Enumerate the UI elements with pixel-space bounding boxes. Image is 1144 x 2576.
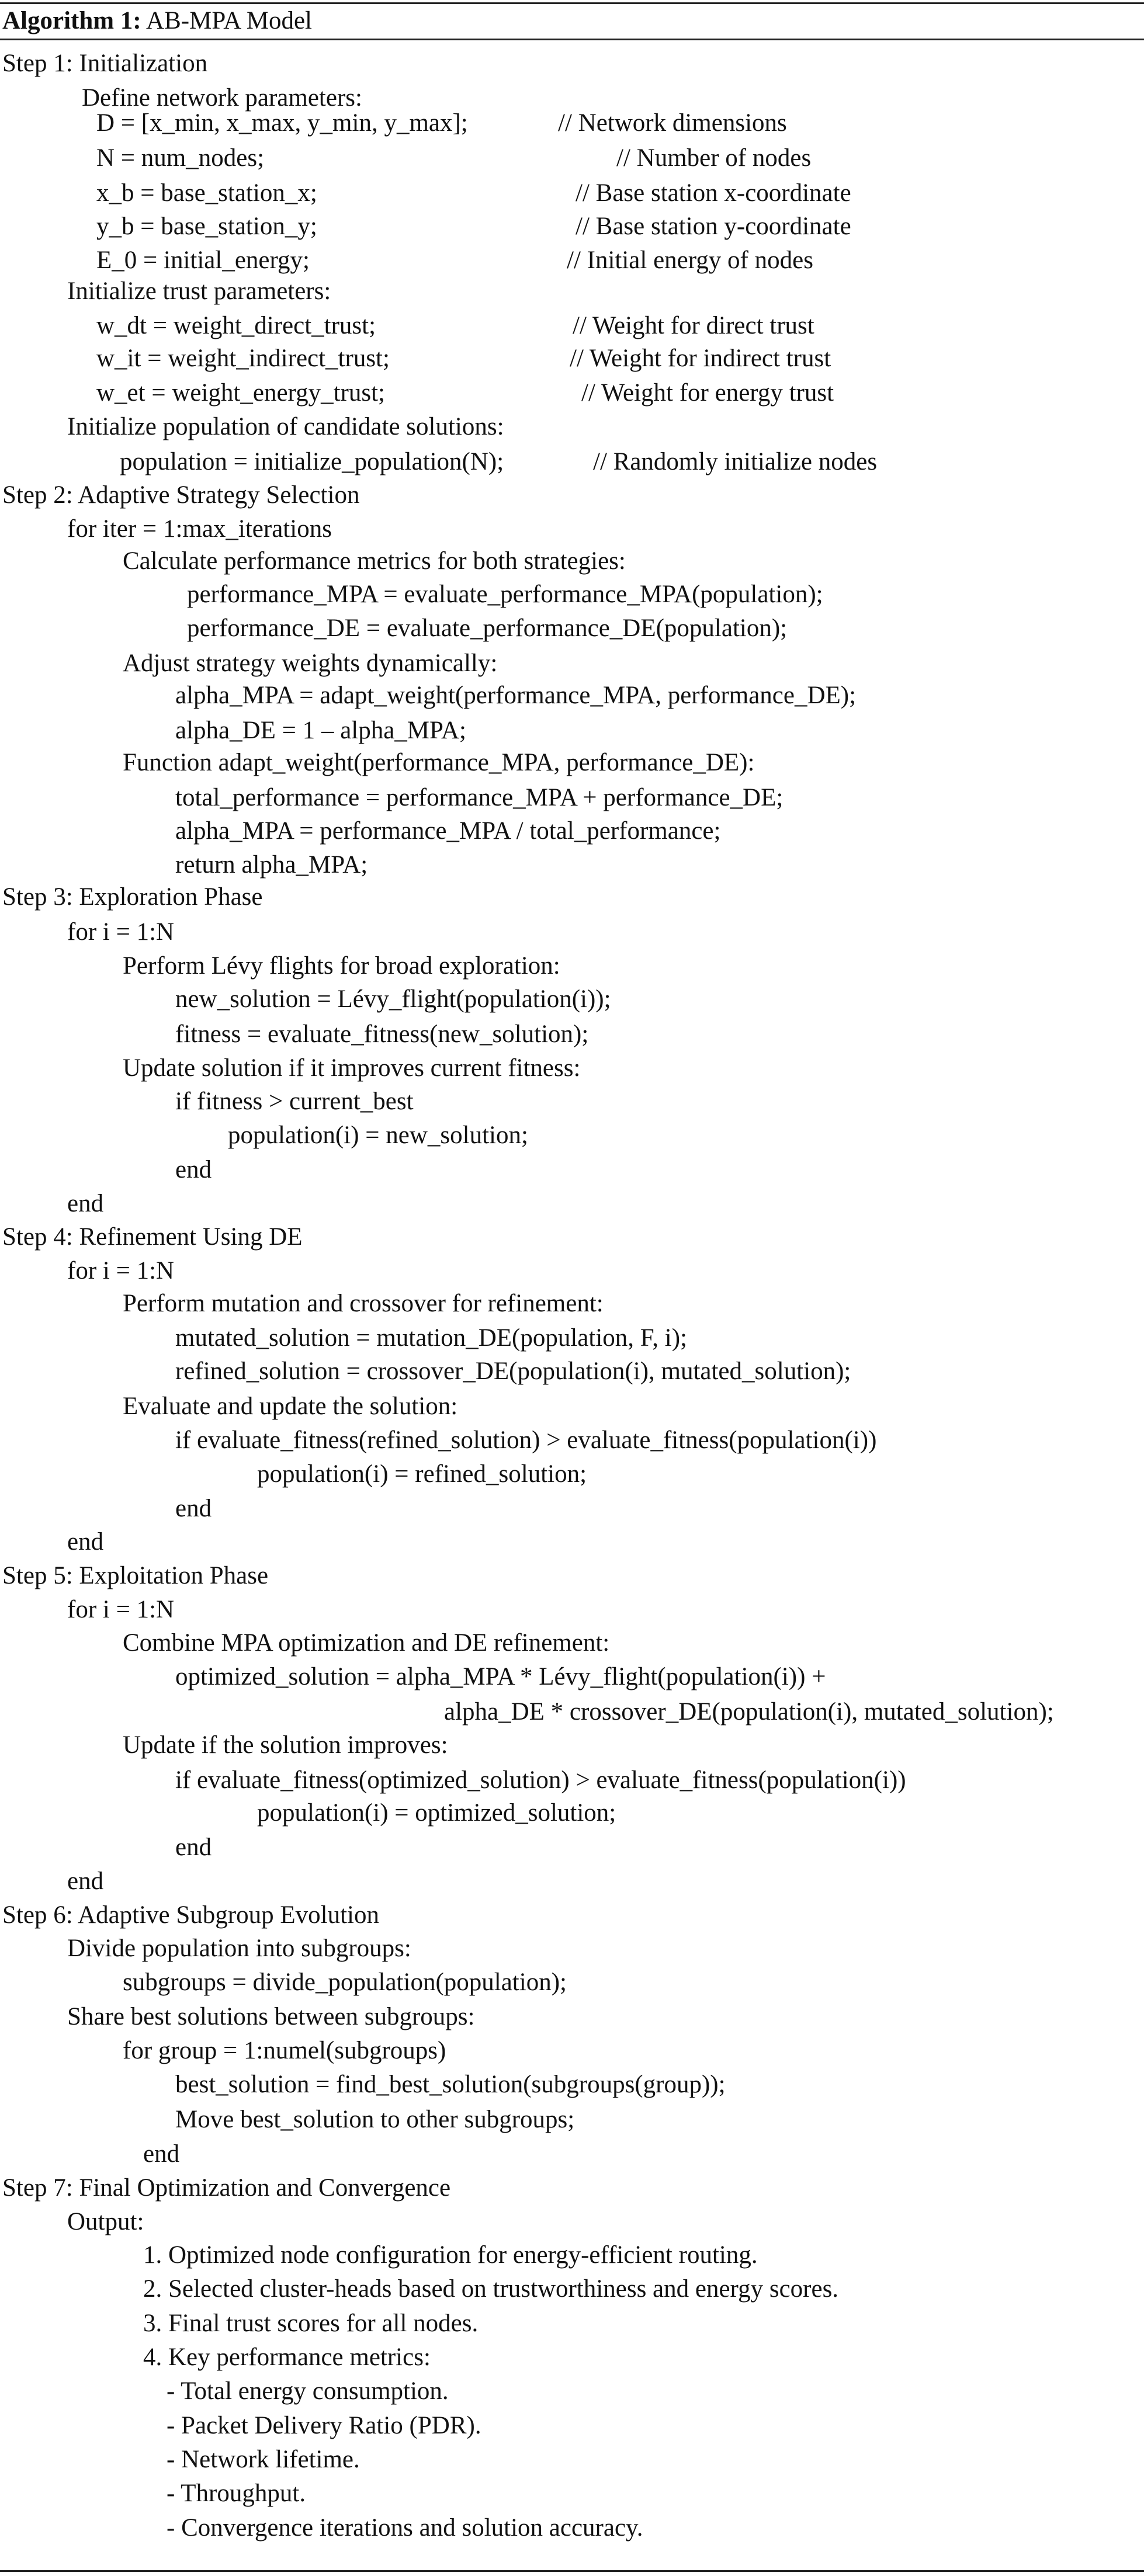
pseudocode-line: for iter = 1:max_iterations — [67, 515, 332, 543]
pseudocode-line: 2. Selected cluster-heads based on trustworthiness and energy scores. — [143, 2275, 839, 2303]
pseudocode-line: - Convergence iterations and solution accuracy. — [167, 2514, 643, 2542]
pseudocode-line: end — [67, 1867, 104, 1895]
pseudocode-line: Perform mutation and crossover for refinement: — [123, 1290, 604, 1317]
pseudocode-line: 1. Optimized node configuration for energy-efficient routing. — [143, 2241, 758, 2269]
pseudocode-line: Initialize population of candidate solutions: — [67, 413, 504, 440]
pseudocode-line: if evaluate_fitness(optimized_solution) > evaluate_fitness(population(i)) — [175, 1766, 906, 1794]
pseudocode-line: end — [175, 1156, 212, 1183]
pseudocode-line: w_it = weight_indirect_trust; — [96, 345, 390, 372]
pseudocode-line: optimized_solution = alpha_MPA * Lévy_flight(population(i)) + — [175, 1663, 826, 1690]
pseudocode-line: new_solution = Lévy_flight(population(i)); — [175, 985, 611, 1013]
code-comment: // Randomly initialize nodes — [593, 448, 878, 475]
pseudocode-line: E_0 = initial_energy; — [96, 247, 310, 274]
pseudocode-line: Function adapt_weight(performance_MPA, performance_DE): — [123, 749, 755, 776]
pseudocode-line: Move best_solution to other subgroups; — [175, 2106, 575, 2133]
bottom-rule — [0, 2570, 1144, 2572]
pseudocode-line: for group = 1:numel(subgroups) — [123, 2037, 446, 2064]
step-heading: Step 2: Adaptive Strategy Selection — [2, 481, 360, 509]
pseudocode-line: Adjust strategy weights dynamically: — [123, 650, 498, 677]
pseudocode-line: w_et = weight_energy_trust; — [96, 379, 385, 407]
step-heading: Step 7: Final Optimization and Convergence — [2, 2174, 451, 2202]
pseudocode-line: refined_solution = crossover_DE(population(i), mutated_solution); — [175, 1358, 851, 1385]
pseudocode-line: fitness = evaluate_fitness(new_solution); — [175, 1020, 589, 1048]
pseudocode-line: population(i) = optimized_solution; — [257, 1799, 616, 1827]
pseudocode-line: mutated_solution = mutation_DE(population, F, i); — [175, 1324, 687, 1352]
pseudocode-line: y_b = base_station_y; — [96, 213, 317, 240]
pseudocode-line: for i = 1:N — [67, 1257, 175, 1284]
pseudocode-line: w_dt = weight_direct_trust; — [96, 312, 376, 339]
pseudocode-line: population = initialize_population(N); — [120, 448, 504, 475]
pseudocode-line: N = num_nodes; — [96, 144, 265, 172]
code-comment: // Number of nodes — [616, 144, 812, 172]
pseudocode-line: Output: — [67, 2208, 144, 2235]
pseudocode-line: - Throughput. — [167, 2480, 306, 2507]
pseudocode-line: - Total energy consumption. — [167, 2377, 449, 2405]
algorithm-title — [2, 5, 312, 37]
pseudocode-line: population(i) = new_solution; — [228, 1122, 528, 1149]
code-comment: // Base station y-coordinate — [576, 213, 851, 240]
step-heading: Step 1: Initialization — [2, 50, 208, 77]
pseudocode-line: performance_DE = evaluate_performance_DE(population); — [187, 615, 788, 642]
pseudocode-line: alpha_DE = 1 – alpha_MPA; — [175, 717, 467, 744]
pseudocode-line: Share best solutions between subgroups: — [67, 2003, 475, 2030]
pseudocode-line: subgroups = divide_population(population); — [123, 1969, 567, 1996]
code-comment: // Base station x-coordinate — [576, 179, 851, 207]
pseudocode-line: alpha_DE * crossover_DE(population(i), mutated_solution); — [444, 1698, 1054, 1726]
pseudocode-line: Define network parameters: — [82, 84, 362, 112]
pseudocode-line: Combine MPA optimization and DE refinement: — [123, 1629, 610, 1657]
code-comment: // Network dimensions — [558, 109, 787, 137]
pseudocode-line: x_b = base_station_x; — [96, 179, 317, 207]
pseudocode-line: Perform Lévy flights for broad exploration: — [123, 952, 560, 980]
pseudocode-line: Update if the solution improves: — [123, 1731, 448, 1759]
pseudocode-line: if evaluate_fitness(refined_solution) > evaluate_fitness(population(i)) — [175, 1426, 877, 1454]
pseudocode-line: alpha_MPA = adapt_weight(performance_MPA, performance_DE); — [175, 682, 857, 709]
code-comment: // Weight for direct trust — [573, 312, 814, 339]
pseudocode-line: alpha_MPA = performance_MPA / total_performance; — [175, 817, 721, 845]
pseudocode-line: Divide population into subgroups: — [67, 1935, 411, 1962]
pseudocode-line: - Network lifetime. — [167, 2446, 360, 2473]
pseudocode-line: population(i) = refined_solution; — [257, 1460, 587, 1488]
pseudocode-line: end — [175, 1495, 212, 1522]
pseudocode-line: for i = 1:N — [67, 1596, 175, 1623]
top-rule — [0, 2, 1144, 4]
pseudocode-line: end — [143, 2140, 180, 2168]
pseudocode-line: 4. Key performance metrics: — [143, 2344, 431, 2371]
algorithm-name: AB-MPA Model — [146, 7, 312, 34]
pseudocode-line: end — [67, 1190, 104, 1217]
code-comment: // Weight for energy trust — [581, 379, 834, 407]
pseudocode-line: total_performance = performance_MPA + performance_DE; — [175, 784, 784, 811]
pseudocode-line: D = [x_min, x_max, y_min, y_max]; — [96, 109, 468, 137]
pseudocode-line: Evaluate and update the solution: — [123, 1393, 458, 1420]
pseudocode-line: best_solution = find_best_solution(subgroups(group)); — [175, 2071, 726, 2098]
pseudocode-line: for i = 1:N — [67, 918, 175, 946]
step-heading: Step 5: Exploitation Phase — [2, 1562, 269, 1589]
step-heading: Step 6: Adaptive Subgroup Evolution — [2, 1901, 379, 1929]
pseudocode-line: - Packet Delivery Ratio (PDR). — [167, 2412, 481, 2439]
step-heading: Step 3: Exploration Phase — [2, 883, 263, 911]
header-rule — [0, 39, 1144, 40]
code-comment: // Initial energy of nodes — [567, 247, 813, 274]
pseudocode-line: if fitness > current_best — [175, 1088, 414, 1115]
pseudocode-line: end — [175, 1834, 212, 1861]
pseudocode-line: 3. Final trust scores for all nodes. — [143, 2310, 479, 2337]
pseudocode-line: return alpha_MPA; — [175, 851, 368, 879]
algorithm-label: Algorithm 1: — [2, 7, 141, 34]
pseudocode-line: end — [67, 1528, 104, 1556]
code-comment: // Weight for indirect trust — [570, 345, 831, 372]
pseudocode-line: Update solution if it improves current fitness: — [123, 1054, 581, 1082]
pseudocode-line: performance_MPA = evaluate_performance_MPA(population); — [187, 581, 823, 608]
pseudocode-line: Initialize trust parameters: — [67, 277, 331, 305]
pseudocode-line: Calculate performance metrics for both strategies: — [123, 547, 626, 575]
step-heading: Step 4: Refinement Using DE — [2, 1223, 303, 1251]
